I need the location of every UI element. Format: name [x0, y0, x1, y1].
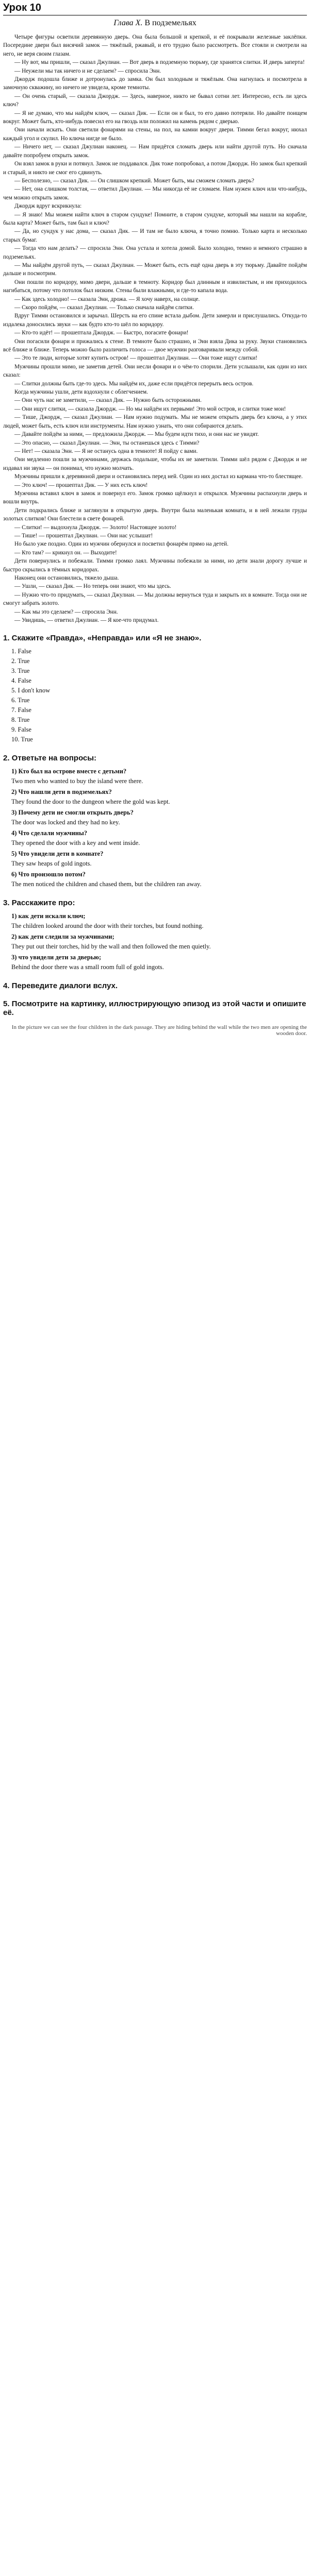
answer: The door was locked and they had no key.: [11, 819, 120, 826]
story-paragraph: Они начали искать. Они светили фонарями на стены, на пол, на камни вокруг двери. Тимми бегал вокруг, нюхал каждый угол и скулил. Но ключа нигде не было.: [3, 127, 307, 142]
answer: The men noticed the children and chased them, but the children ran away.: [11, 880, 202, 888]
story-paragraph: — Это опасно, — сказал Джулиан. — Энн, ты останешься здесь с Тимми?: [14, 439, 200, 446]
story-paragraph: Мужчина вставил ключ в замок и повернул его. Замок громко щёлкнул и открылся. Мужчины распахнули дверь и вошли внутрь.: [3, 490, 307, 505]
qa-list: [3, 767, 307, 889]
question: 3) что увидели дети за дверью;: [11, 954, 101, 961]
story-text: [3, 33, 307, 624]
story-paragraph: — Как мы это сделаем? — спросила Энн.: [14, 608, 118, 615]
question: 1) Кто был на острове вместе с детьми?: [11, 768, 127, 775]
question: 6) Что произошло потом?: [11, 871, 86, 878]
story-paragraph: — Тише, Джордж, — сказал Джулиан. — Нам нужно подумать. Мы не можем открыть дверь без ключа, а у этих людей, может быть, есть ключ или инструменты. Нам нужно узнать, что они собираются делать.: [3, 414, 307, 429]
story-paragraph: Мужчины прошли мимо, не заметив детей. Они несли фонари и о чём-то спорили. Дети услышали, как один из них сказал:: [3, 363, 307, 379]
question: 5) Что увидели дети в комнате?: [11, 850, 104, 858]
chapter-number: Глава X.: [113, 19, 143, 27]
question: 2) Что нашли дети в подземельях?: [11, 788, 112, 796]
story-paragraph: Они медленно пошли за мужчинами, держась подальше, чтобы их не заметили. Тимми шёл рядом с Джордж и не издавал ни звука — он понимал, что нужно молчать.: [3, 456, 307, 471]
answer-item: 8. True: [11, 716, 30, 724]
story-paragraph: — Бесполезно, — сказал Дик. — Он слишком крепкий. Может быть, мы сможем сломать дверь?: [14, 177, 254, 184]
answer-item: 3. True: [11, 667, 30, 675]
answer-item: 1. False: [11, 648, 31, 655]
story-paragraph: Мужчины пришли к деревянной двери и остановились перед ней. Один из них достал из кармана что-то блестящее.: [14, 473, 303, 480]
story-paragraph: Дети повернулись и побежали. Тимми громко лаял. Мужчины побежали за ними, но дети знали дорогу лучше и быстро скрылись в тёмных коридорах.: [3, 558, 307, 573]
story-paragraph: — Тогда что нам делать? — спросила Энн. Она устала и хотела домой. Было холодно, темно и немного страшно в подземельях.: [3, 245, 307, 260]
story-paragraph: Вдруг Тимми остановился и зарычал. Шерсть на его спине встала дыбом. Дети замерли и прислушались. Откуда-то издалека доносились звуки — как будто кто-то шёл по коридору.: [3, 313, 307, 328]
story-paragraph: — Нет, она слишком толстая, — ответил Джулиан. — Мы никогда её не сломаем. Нам нужен ключ или что-нибудь, чем можно открыть замок.: [3, 186, 307, 201]
answer: They opened the door with a key and went inside.: [11, 839, 140, 847]
exercise-heading: 4. Переведите диалоги вслух.: [3, 981, 118, 991]
exercise-heading: 5. Посмотрите на картинку, иллюстрирующую эпизод из этой части и опишите её.: [3, 999, 306, 1018]
story-paragraph: Они пошли по коридору, мимо двери, дальше в темноту. Коридор был длинным и извилистым, и им приходилось нагибаться, потому что потолок был низким. Стены были влажными, и где-то капала вода.: [3, 279, 307, 294]
story-paragraph: — Увидишь, — ответил Джулиан. — Я кое-что придумал.: [14, 617, 159, 624]
exercises-section: [3, 634, 307, 1017]
story-paragraph: — Скоро пойдём, — сказал Джулиан. — Только сначала найдём слитки.: [14, 304, 194, 311]
story-paragraph: — Они ищут слитки, — сказала Джордж. — Но мы найдём их первыми! Это мой остров, и слитки тоже мои!: [14, 405, 286, 412]
story-paragraph: — Он очень старый, — сказала Джордж. — Здесь, наверное, никто не бывал сотни лет. Интересно, есть ли здесь ключ?: [3, 93, 307, 108]
story-paragraph: — Ну вот, мы пришли, — сказал Джулиан. — Вот дверь в подземную тюрьму, где хранятся слитки. И дверь заперта!: [14, 59, 305, 66]
exercise-heading: 2. Ответьте на вопросы:: [3, 754, 97, 763]
answer: Behind the door there was a small room full of gold ingots.: [11, 963, 164, 971]
exercise-heading: 3. Расскажите про:: [3, 899, 75, 908]
question: 3) Почему дети не смогли открыть дверь?: [11, 809, 134, 817]
story-paragraph: — Кто-то идёт! — прошептала Джордж. — Быстро, погасите фонари!: [14, 330, 189, 336]
footer-note: In the picture we can see the four children in the dark passage. They are hiding behind the wall while the two men are opening the wooden door.: [11, 1024, 307, 1037]
answer: They saw heaps of gold ingots.: [11, 860, 92, 868]
lesson-title: Урок 10: [3, 2, 41, 13]
story-paragraph: — Слитки должны быть где-то здесь. Мы найдём их, даже если придётся перерыть весь остров.: [14, 380, 254, 387]
answer-item: 2. True: [11, 657, 30, 665]
answer-item: 9. False: [11, 726, 31, 734]
story-paragraph: Наконец они остановились, тяжело дыша.: [14, 575, 119, 581]
answer-item: 6. True: [11, 697, 30, 704]
story-paragraph: — Нет! — сказала Энн. — Я не останусь одна в темноте! Я пойду с вами.: [14, 448, 198, 454]
answer: They found the door to the dungeon where the gold was kept.: [11, 798, 170, 806]
story-paragraph: — Это ключ! — прошептал Дик. — У них есть ключ!: [14, 482, 148, 488]
story-paragraph: Он взял замок в руки и потянул. Замок не поддавался. Дик тоже попробовал, а потом Джордж. Но замок был крепкий и старый, и никто не смог его сдвинуть.: [3, 161, 307, 176]
answer-item: 10. True: [11, 736, 33, 743]
story-paragraph: Они погасили фонари и прижались к стене. В темноте было страшно, и Энн взяла Дика за руку. Звуки становились всё ближе и ближе. Теперь можно было различить голоса — двое мужчин разговаривали между собой.: [3, 338, 307, 353]
question: 2) как дети следили за мужчинами;: [11, 933, 115, 941]
answer: Two men who wanted to buy the island were there.: [11, 777, 143, 785]
story-paragraph: — Я знаю! Мы можем найти ключ в старом сундуке! Помните, в старом сундуке, который мы нашли на корабле, была карта? Может быть, там был и ключ?: [3, 211, 307, 226]
story-paragraph: Джордж вдруг вскрикнула:: [14, 203, 82, 210]
question: 4) Что сделали мужчины?: [11, 829, 88, 837]
qa-list: [3, 911, 307, 972]
answer-item: 7. False: [11, 706, 31, 714]
answer-list: [3, 647, 307, 744]
story-paragraph: — Слитки! — выдохнула Джордж. — Золото! Настоящее золото!: [14, 524, 177, 531]
story-paragraph: Джордж подошла ближе и дотронулась до замка. Он был холодным и тяжёлым. Она нагнулась и посмотрела в замочную скважину, но ничего не увидела, кроме темноты.: [3, 76, 307, 91]
story-paragraph: Дети подкрались ближе и заглянули в открытую дверь. Внутри была маленькая комната, и в ней лежали груды золотых слитков! Они блестели в свете фонарей.: [3, 507, 307, 522]
story-paragraph: — Давайте пойдём за ними, — предложила Джордж. — Мы будем идти тихо, и они нас не увидят.: [14, 431, 259, 438]
question: 1) как дети искали ключ;: [11, 912, 86, 920]
story-paragraph: — Да, но сундук у нас дома, — сказал Дик. — И там не было ключа, я точно помню. Только карта и несколько старых бумаг.: [3, 228, 307, 243]
chapter-name: В подземельях: [144, 19, 197, 27]
story-paragraph: — Ушли, — сказал Дик. — Но теперь они знают, что мы здесь.: [14, 583, 171, 590]
chapter-heading: [3, 19, 307, 28]
story-paragraph: — Мы найдём другой путь, — сказал Джулиан. — Может быть, есть ещё одна дверь в эту тюрьму. Давайте пойдём дальше и посмотрим.: [3, 262, 307, 277]
story-paragraph: — Я не думаю, что мы найдём ключ, — сказал Дик. — Если он и был, то его давно потеряли. Но давайте поищем вокруг. Может быть, кто-нибудь повесил его на гвоздь или положил на камень рядом с дверью.: [3, 110, 307, 125]
story-paragraph: — Кто там? — крикнул он. — Выходите!: [14, 549, 117, 556]
story-paragraph: — Как здесь холодно! — сказала Энн, дрожа. — Я хочу наверх, на солнце.: [14, 296, 200, 302]
story-paragraph: — Ничего нет, — сказал Джулиан наконец. — Нам придётся сломать дверь или найти другой путь. Но сначала давайте попробуем открыть замок.: [3, 144, 307, 159]
story-paragraph: — Они чуть нас не заметили, — сказал Дик. — Нужно быть осторожными.: [14, 397, 202, 404]
story-paragraph: Когда мужчины ушли, дети вздохнули с облегчением.: [14, 389, 148, 396]
answer: They put out their torches, hid by the wall and then followed the men quietly.: [11, 943, 211, 951]
story-paragraph: Но было уже поздно. Один из мужчин обернулся и посветил фонарём прямо на детей.: [14, 541, 229, 548]
story-paragraph: — Тише! — прошептал Джулиан. — Они нас услышат!: [14, 532, 153, 539]
story-paragraph: Четыре фигуры осветили деревянную дверь. Она была большой и крепкой, и её покрывали железные заклёпки. Посередине двери был висячий замок — тяжёлый, ржавый, и его трудно было рассмотреть. Все стояли и смотрели на него, не веря своим глазам.: [3, 34, 307, 57]
story-paragraph: — Нужно что-то придумать, — сказал Джулиан. — Мы должны вернуться туда и закрыть их в комнате. Тогда они не смогут забрать золото.: [3, 591, 307, 607]
story-paragraph: — Неужели мы так ничего и не сделаем? — спросила Энн.: [14, 67, 161, 74]
answer-item: 5. I don't know: [11, 687, 51, 694]
answer-item: 4. False: [11, 677, 31, 685]
story-paragraph: — Это те люди, которые хотят купить остров! — прошептал Джулиан. — Они тоже ищут слитки!: [14, 355, 258, 362]
exercise-heading: 1. Скажите «Правда», «Неправда» или «Я не знаю».: [3, 634, 202, 643]
answer: The children looked around the door with their torches, but found nothing.: [11, 922, 204, 930]
